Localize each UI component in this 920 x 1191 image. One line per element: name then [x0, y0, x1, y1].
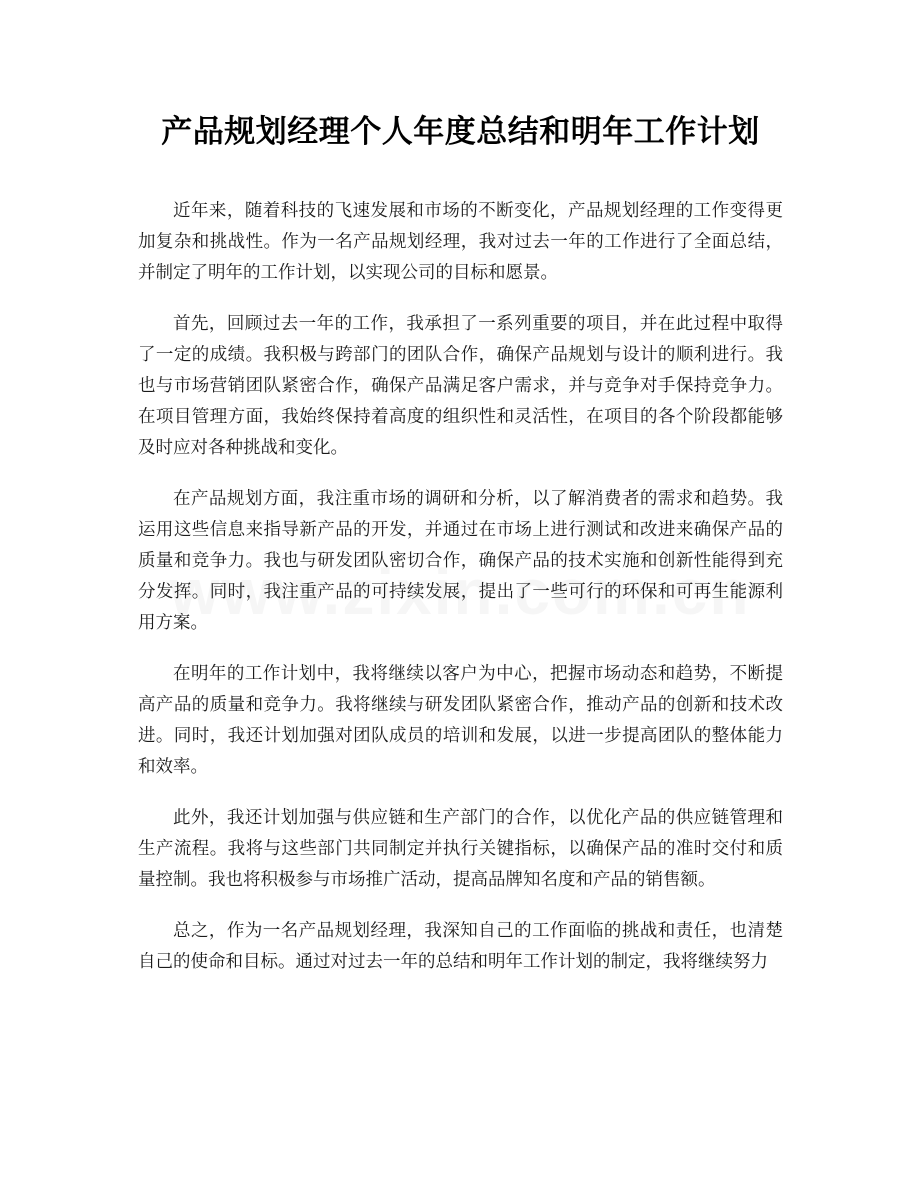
page-title: 产品规划经理个人年度总结和明年工作计划: [161, 114, 760, 150]
paragraph-next-year-plan: 在明年的工作计划中，我将继续以客户为中心，把握市场动态和趋势，不断提高产品的质量和竞争力。我将继续与研发团队紧密合作，推动产品的创新和技术改进。同时，我还计划加强对团队成员的培训和发展，以进一步提高团队的整体能力和效率。: [138, 664, 783, 777]
paragraph-supply-chain: 此外，我还计划加强与供应链和生产部门的合作，以优化产品的供应链管理和生产流程。我将与这些部门共同制定并执行关键指标，以确保产品的准时交付和质量控制。我也将积极参与市场推广活动，提高品牌知名度和产品的销售额。: [138, 808, 783, 890]
paragraph-review: 首先，回顾过去一年的工作，我承担了一系列重要的项目，并在此过程中取得了一定的成绩。我积极与跨部门的团队合作，确保产品规划与设计的顺利进行。我也与市场营销团队紧密合作，确保产品满足客户需求，并与竞争对手保持竞争力。在项目管理方面，我始终保持着高度的组织性和灵活性，在项目的各个阶段都能够及时应对各种挑战和变化。: [138, 314, 783, 458]
paragraph-conclusion: 总之，作为一名产品规划经理，我深知自己的工作面临的挑战和责任，也清楚自己的使命和目标。通过对过去一年的总结和明年工作计划的制定，我将继续努力: [138, 921, 783, 972]
document-body: [138, 196, 783, 978]
paragraph-planning: 在产品规划方面，我注重市场的调研和分析，以了解消费者的需求和趋势。我运用这些信息来指导新产品的开发，并通过在市场上进行测试和改进来确保产品的质量和竞争力。我也与研发团队密切合作，确保产品的技术实施和创新性能得到充分发挥。同时，我注重产品的可持续发展，提出了一些可行的环保和可再生能源利用方案。: [138, 489, 783, 633]
paragraph-intro: 近年来，随着科技的飞速发展和市场的不断变化，产品规划经理的工作变得更加复杂和挑战性。作为一名产品规划经理，我对过去一年的工作进行了全面总结，并制定了明年的工作计划，以实现公司的目标和愿景。: [138, 201, 783, 283]
